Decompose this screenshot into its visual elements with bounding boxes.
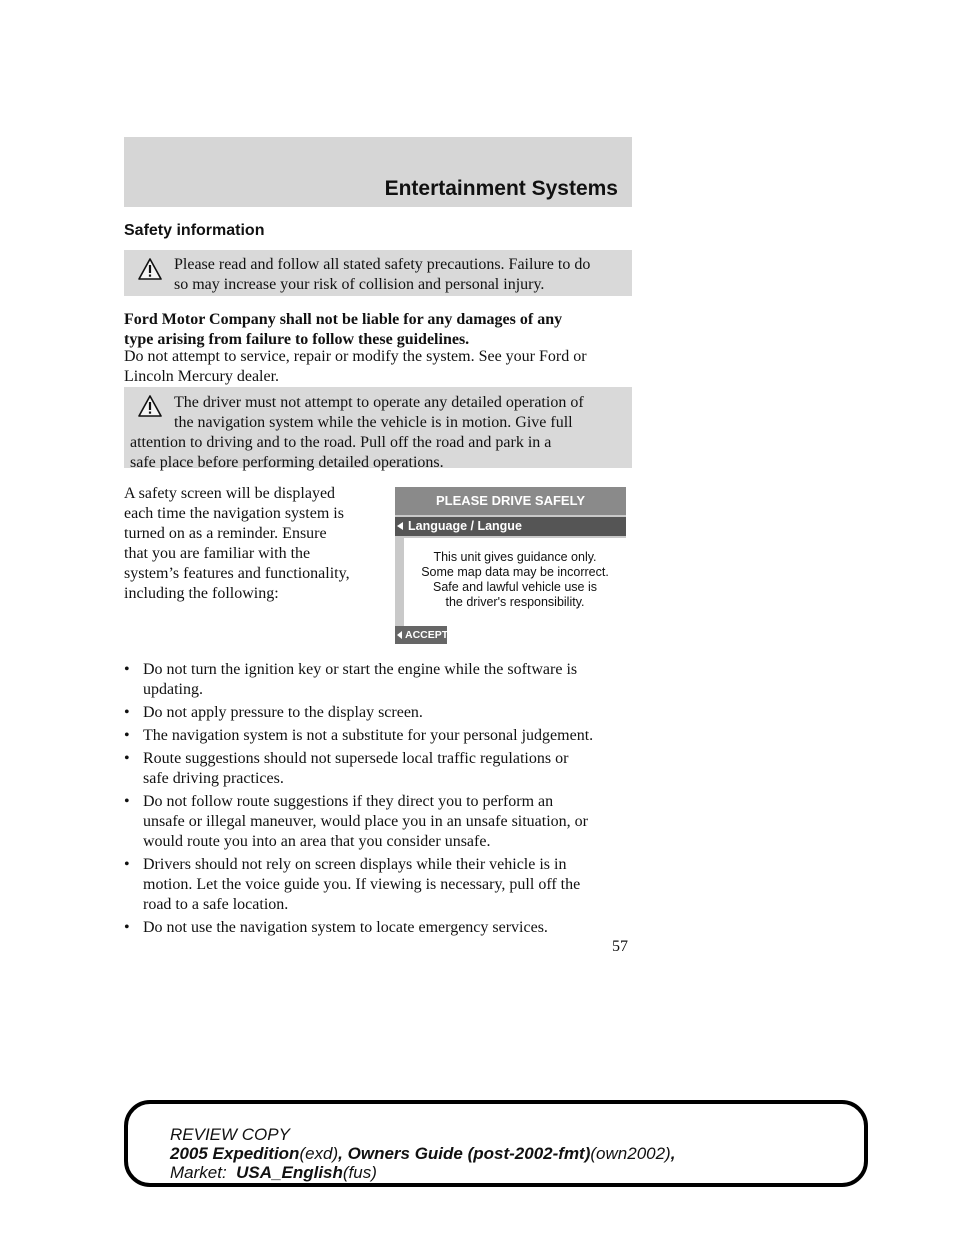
service-paragraph	[124, 347, 634, 387]
message-line: Safe and lawful vehicle use is	[433, 580, 597, 594]
warning-triangle-icon	[138, 395, 162, 423]
paragraph-line: each time the navigation system is	[124, 505, 344, 522]
page-title: Entertainment Systems	[384, 177, 618, 200]
warning-box-1	[124, 250, 632, 296]
list-item: • Do not turn the ignition key or start the engine while the software is updating.	[124, 661, 578, 698]
message-line: This unit gives guidance only.	[433, 550, 597, 564]
safety-bullet-list	[124, 660, 644, 941]
left-arrow-icon	[397, 631, 402, 639]
warning-text-line: so may increase your risk of collision and personal injury.	[174, 276, 545, 293]
language-button: Language / Langue	[395, 517, 626, 536]
page-number: 57	[612, 938, 628, 955]
paragraph-line: Lincoln Mercury dealer.	[124, 368, 280, 385]
safety-screen-paragraph	[124, 484, 374, 604]
review-line-2: 2005 Expedition(exd), Owners Guide (post-2002-fmt)(own2002),	[170, 1144, 676, 1163]
warning-triangle-icon	[138, 258, 162, 286]
paragraph-line: turned on as a reminder. Ensure	[124, 525, 327, 542]
warning-text-line: the navigation system while the vehicle is in motion. Give full	[174, 414, 573, 431]
list-item: • The navigation system is not a substitute for your personal judgement.	[124, 727, 594, 744]
liability-paragraph	[124, 310, 634, 350]
bullet-icon: •	[124, 856, 130, 873]
screen-title: PLEASE DRIVE SAFELY	[395, 487, 626, 515]
paragraph-line: A safety screen will be displayed	[124, 485, 336, 502]
warning-box-2	[124, 387, 632, 471]
warning-text-line: The driver must not attempt to operate any detailed operation of	[174, 394, 584, 411]
warning-text-line: Please read and follow all stated safety precautions. Failure to do	[174, 256, 591, 273]
paragraph-line: system’s features and functionality,	[124, 565, 350, 582]
paragraph-line: Do not attempt to service, repair or modify the system. See your Ford or	[124, 348, 587, 365]
bullet-icon: •	[124, 793, 130, 810]
paragraph-line: type arising from failure to follow these guidelines.	[124, 331, 470, 348]
paragraph-line: that you are familiar with the	[124, 545, 311, 562]
paragraph-line: Ford Motor Company shall not be liable for any damages of any	[124, 311, 563, 328]
nav-safety-screen-image	[395, 487, 626, 644]
bullet-icon: •	[124, 704, 130, 721]
list-item: • Do not use the navigation system to locate emergency services.	[124, 919, 548, 936]
accept-button: ACCEPT	[395, 626, 447, 644]
review-copy-footer	[124, 1100, 868, 1187]
bullet-icon: •	[124, 919, 130, 936]
review-copy-text	[170, 1125, 675, 1182]
header-band	[124, 137, 632, 207]
list-item: • Do not follow route suggestions if they direct you to perform an unsafe or illegal maneuver, would place you in an unsafe situation, or would route you into an area that you consider unsafe.	[124, 793, 588, 850]
review-line-1: REVIEW COPY	[170, 1125, 290, 1144]
list-item: • Do not apply pressure to the display screen.	[124, 704, 423, 721]
paragraph-line: including the following:	[124, 585, 279, 602]
review-line-3: Market: USA_English(fus)	[170, 1163, 377, 1182]
bullet-icon: •	[124, 727, 130, 744]
list-item: • Route suggestions should not supersede local traffic regulations or safe driving practices.	[124, 750, 569, 787]
warning-text-line: attention to driving and to the road. Pull off the road and park in a	[130, 434, 552, 451]
bullet-icon: •	[124, 750, 130, 767]
message-line: Some map data may be incorrect.	[421, 565, 609, 579]
section-heading: Safety information	[124, 222, 265, 239]
message-line: the driver's responsibility.	[445, 595, 585, 609]
warning-text-line: safe place before performing detailed operations.	[130, 454, 444, 471]
list-item: • Drivers should not rely on screen displays while their vehicle is in motion. Let the voice guide you. If viewing is necessary, pull off the road to a safe location.	[124, 856, 581, 913]
bullet-icon: •	[124, 661, 130, 678]
left-arrow-icon	[397, 522, 403, 530]
